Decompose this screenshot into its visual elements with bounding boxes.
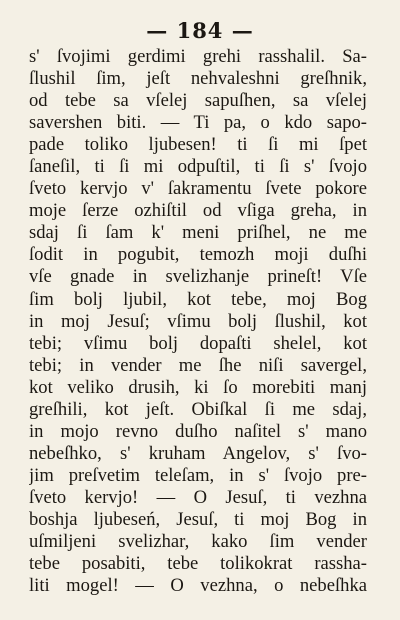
text-line: ſveto kervjo! — O Jesuſ, ti vezhna [29, 486, 367, 508]
text-line: s' ſvojimi gerdimi grehi rasshalil. Sa- [29, 46, 367, 67]
text-line: sdaj ſi ſam k' meni priſhel, ne me [29, 222, 367, 244]
text-line: liti mogel! — O vezhna, o nebeſhka [29, 575, 367, 597]
text-line: in mojo revno duſho naſitel s' mano [29, 420, 367, 442]
text-line: boshja ljubeseń, Jesuſ, ti moj Bog in [29, 508, 367, 530]
text-line: in moj Jesuſ; vſimu bolj ſlushil, kot [29, 310, 367, 332]
text-line: savershen biti. — Ti pa, o kdo sapo- [29, 112, 367, 134]
text-line: ſlushil ſim, jeſt nehvaleshni greſhnik, [29, 68, 367, 90]
text-line: tebi; in vender me ſhe niſi savergel, [29, 354, 367, 376]
page-body-text [29, 46, 367, 597]
text-line: ſaneſil, ti ſi mi odpuſtil, ti ſi s' ſvojo [29, 156, 367, 178]
text-line: pade toliko ljubesen! ti ſi mi ſpet [29, 134, 367, 156]
text-line: uſmiljeni svelizhar, kako ſim vender [29, 531, 367, 553]
text-line: nebeſhko, s' kruham Angelov, s' ſvo- [29, 442, 367, 464]
text-line: kot veliko drusih, ki ſo morebiti manj [29, 376, 367, 398]
text-line: ſim bolj ljubil, kot tebe, moj Bog [29, 288, 367, 310]
text-line: jim preſvetim teleſam, in s' ſvojo pre- [29, 464, 367, 486]
text-line: tebi; vſimu bolj dopaſti shelel, kot [29, 332, 367, 354]
page-number-header: — 184 — [146, 18, 254, 43]
text-line: moje ſerze ozhiſtil od vſiga greha, in [29, 200, 367, 222]
text-line: vſe gnade in svelizhanje prineſt! Vſe [29, 266, 367, 288]
text-line: od tebe sa vſelej sapuſhen, sa vſelej [29, 90, 367, 112]
text-line: ſodit in pogubit, temozh moji duſhi [29, 244, 367, 266]
text-line: greſhili, kot jeſt. Obiſkal ſi me sdaj, [29, 398, 367, 420]
text-line: tebe posabiti, tebe tolikokrat rassha- [29, 553, 367, 575]
text-line: ſveto kervjo v' ſakramentu ſvete pokore [29, 178, 367, 200]
